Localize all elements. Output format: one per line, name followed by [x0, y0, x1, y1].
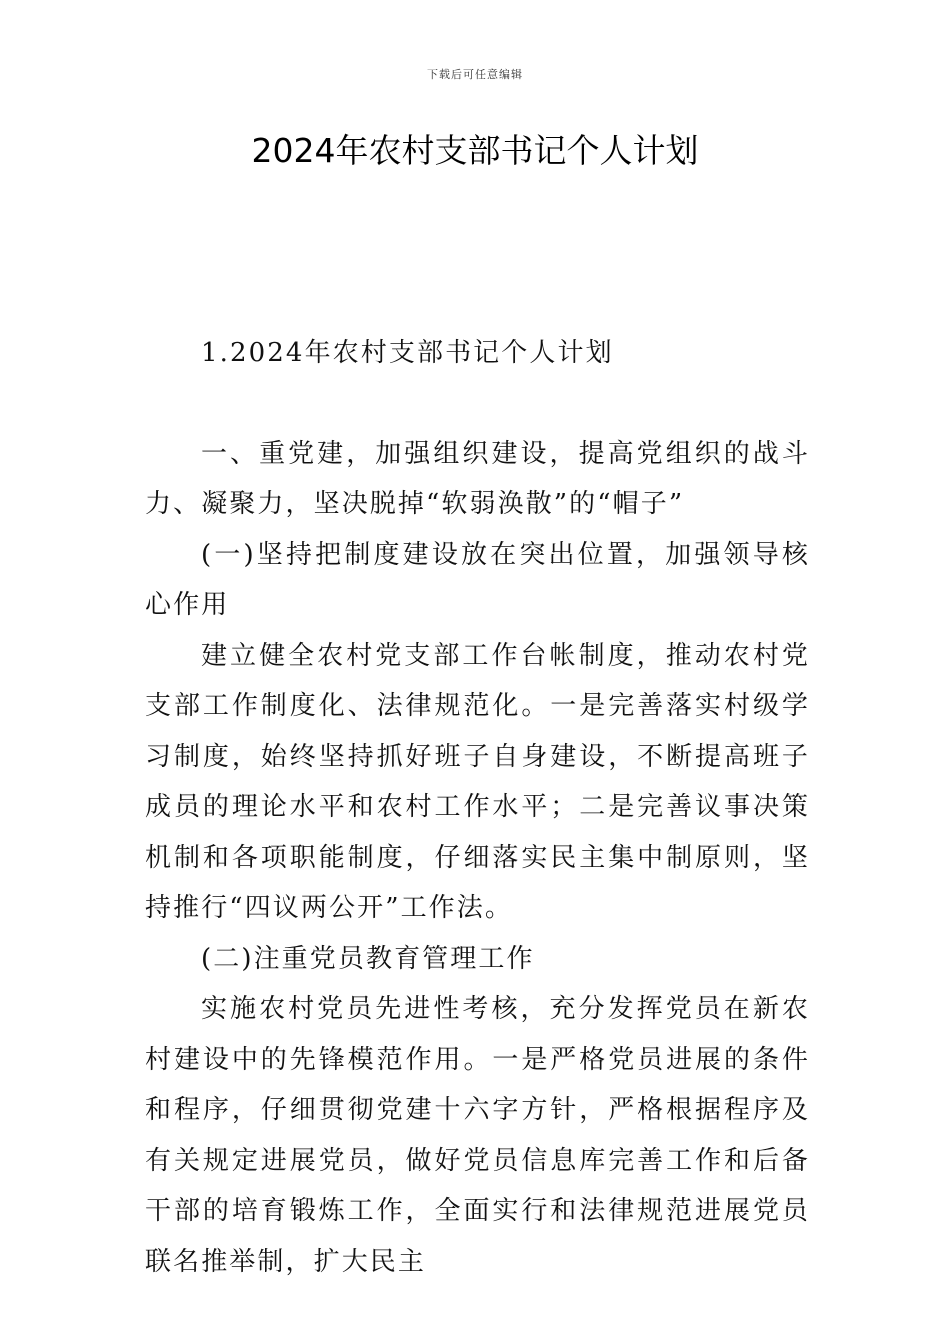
- section-subtitle: 1.2024年农村支部书记个人计划: [201, 338, 614, 368]
- paragraph-1: 一、重党建，加强组织建设，提高党组织的战斗力、凝聚力，坚决脱掉“软弱涣散”的“帽子”: [145, 438, 810, 519]
- page-header-note: 下载后可任意编辑: [427, 68, 523, 81]
- paragraph-2: (一)坚持把制度建设放在突出位置，加强领导核心作用: [145, 539, 810, 620]
- document-title: 2024年农村支部书记个人计划: [251, 131, 699, 170]
- paragraph-3: 建立健全农村党支部工作台帐制度，推动农村党支部工作制度化、法律规范化。一是完善落实村级学习制度，始终坚持抓好班子自身建设，不断提高班子成员的理论水平和农村工作水平；二是完善议事决策机制和各项职能制度，仔细落实民主集中制原则，坚持推行“四议两公开”工作法。: [145, 640, 810, 923]
- paragraph-5: 实施农村党员先进性考核，充分发挥党员在新农村建设中的先锋模范作用。一是严格党员进展的条件和程序，仔细贯彻党建十六字方针，严格根据程序及有关规定进展党员，做好党员信息库完善工作和后备干部的培育锻炼工作，全面实行和法律规范进展党员联名推举制，扩大民主: [145, 994, 810, 1277]
- paragraph-4: (二)注重党员教育管理工作: [201, 943, 535, 974]
- document-body: [145, 328, 810, 1287]
